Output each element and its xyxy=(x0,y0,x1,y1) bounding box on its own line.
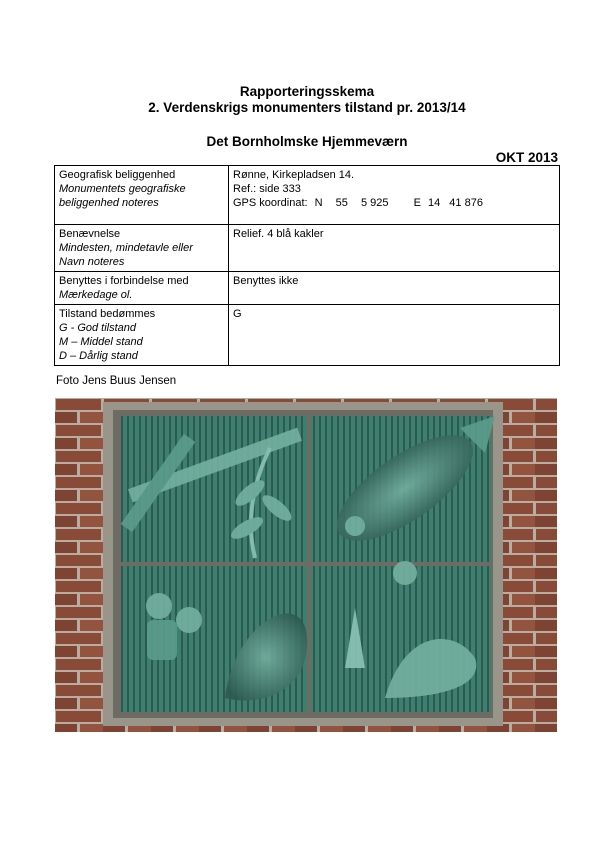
field-hint: Navn noteres xyxy=(59,256,125,268)
form-value-cell xyxy=(229,305,560,366)
field-label: Geografisk beliggenhed xyxy=(59,169,176,181)
reference-value: Ref.: side 333 xyxy=(233,183,301,195)
gps-e-label: E xyxy=(413,197,421,209)
form-label-cell xyxy=(55,272,229,305)
gps-n-label: N xyxy=(314,197,323,209)
form-value-cell xyxy=(229,272,560,305)
field-hint: D – Dårlig stand xyxy=(59,350,138,362)
gps-e-minutes: 41 876 xyxy=(449,197,483,209)
field-hint: beliggenhed noteres xyxy=(59,197,159,209)
field-hint: G - God tilstand xyxy=(59,322,137,334)
form-value-cell xyxy=(229,225,560,272)
form-row-condition xyxy=(55,305,560,366)
form-row-location xyxy=(55,166,560,225)
field-label: Tilstand bedømmes xyxy=(59,308,156,320)
report-subtitle: 2. Verdenskrigs monumenters tilstand pr. 2013/14 xyxy=(148,100,466,115)
field-hint: Monumentets geografiske xyxy=(59,183,186,195)
gps-prefix: GPS koordinat: xyxy=(233,197,308,209)
gps-e-degrees: 14 xyxy=(427,197,441,209)
monument-photo xyxy=(55,398,557,732)
photo-caption: Foto Jens Buus Jensen xyxy=(56,375,177,387)
field-hint: M – Middel stand xyxy=(59,336,143,348)
report-date: OKT 2013 xyxy=(495,150,558,165)
form-row-usage xyxy=(55,272,560,305)
field-label: Benævnelse xyxy=(59,228,121,240)
field-hint: Mærkedage ol. xyxy=(59,289,133,301)
report-form-table xyxy=(54,165,560,366)
condition-value: G xyxy=(233,308,242,320)
usage-value: Benyttes ikke xyxy=(233,275,299,287)
form-label-cell xyxy=(55,166,229,225)
report-title: Rapporteringsskema xyxy=(239,84,375,99)
gps-n-minutes: 5 925 xyxy=(360,197,389,209)
form-row-name xyxy=(55,225,560,272)
form-label-cell xyxy=(55,305,229,366)
relief-photo-illustration xyxy=(55,398,557,732)
gps-coordinates xyxy=(233,196,556,210)
form-label-cell xyxy=(55,225,229,272)
address-value: Rønne, Kirkepladsen 14. xyxy=(233,169,355,181)
designation-value: Relief. 4 blå kakler xyxy=(233,228,324,240)
field-label: Benyttes i forbindelse med xyxy=(59,275,189,287)
gps-n-degrees: 55 xyxy=(335,197,348,209)
field-hint: Mindesten, mindetavle eller xyxy=(59,242,193,254)
organization-name: Det Bornholmske Hjemmeværn xyxy=(206,134,408,149)
form-value-cell xyxy=(229,166,560,225)
